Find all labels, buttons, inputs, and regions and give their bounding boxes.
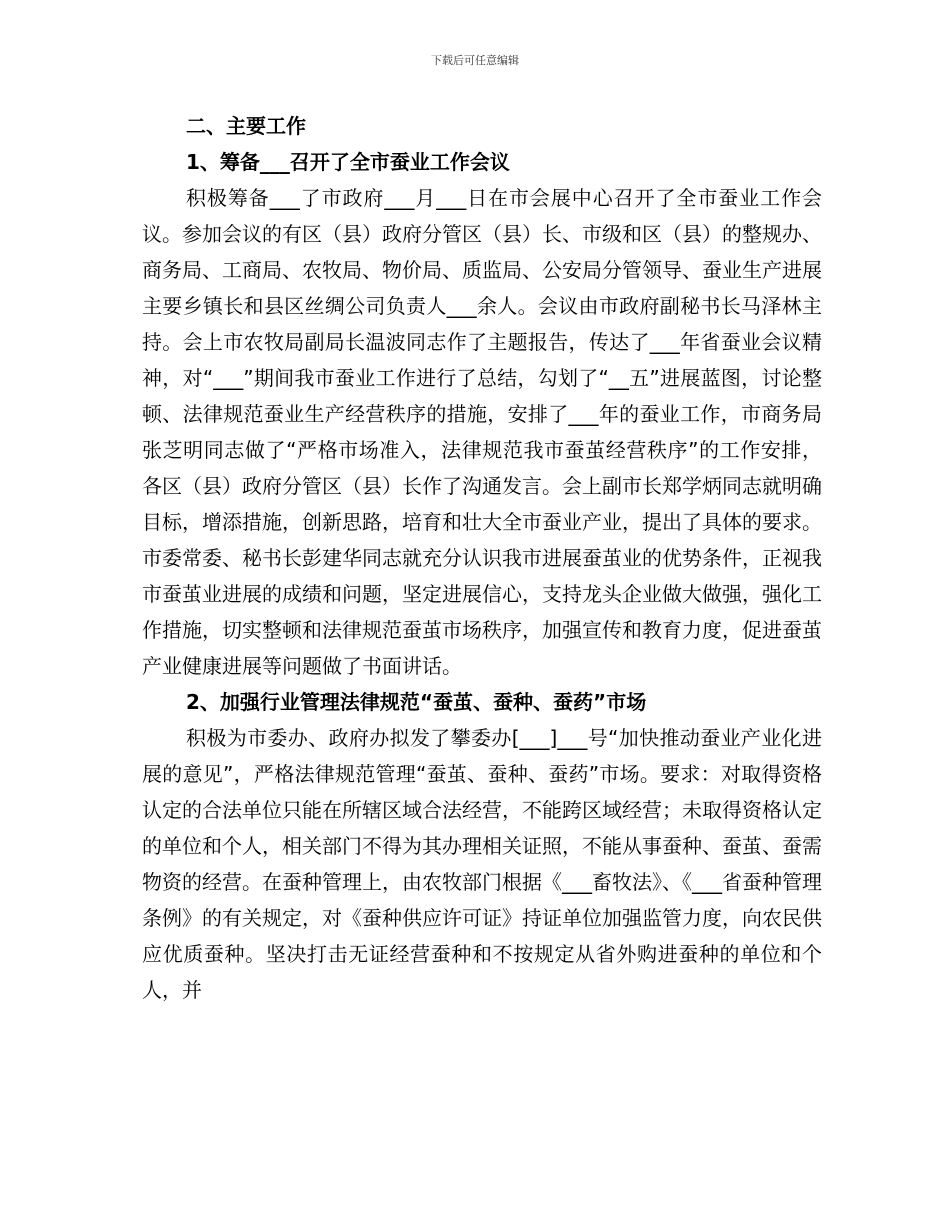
item-heading-2: 2、加强行业管理法律规范“蚕茧、蚕种、蚕药”市场 (186, 690, 647, 714)
item-paragraph-2: 积极为市委办、政府办拟发了攀委办[___]___号“加快推动蚕业产业化进展的意见”，严格法律规范管理“蚕茧、蚕种、蚕药”市场。要求：对取得资格认定的合法单位只能在所辖区域合法经营，不能跨区域经营；未取得资格认定的单位和个人，相关部门不得为其办理相关证照，不能从事蚕种、蚕茧、蚕需物资的经营。在蚕种管理上，由农牧部门根据《___畜牧法》、《___省蚕种管理条例》的有关规定，对《蚕种供应许可证》持证单位加强监管力度，向农民供应优质蚕种。坚决打击无证经营蚕种和不按规定从省外购进蚕种的单位和个人，并 (142, 726, 822, 1002)
document-body (142, 108, 822, 1008)
section-title: 二、主要工作 (186, 114, 306, 138)
item-paragraph-1: 积极筹备___了市政府___月___日在市会展中心召开了全市蚕业工作会议。参加会议的有区（县）政府分管区（县）长、市级和区（县）的整规办、商务局、工商局、农牧局、物价局、质监局、公安局分管领导、蚕业生产进展主要乡镇长和县区丝绸公司负责人___余人。会议由市政府副秘书长马泽林主持。会上市农牧局副局长温波同志作了主题报告，传达了___年省蚕业会议精神，对“___”期间我市蚕业工作进行了总结，勾划了“__五”进展蓝图，讨论整顿、法律规范蚕业生产经营秩序的措施，安排了___年的蚕业工作，市商务局张芝明同志做了“严格市场准入，法律规范我市蚕茧经营秩序”的工作安排，各区（县）政府分管区（县）长作了沟通发言。会上副市长郑学炳同志就明确目标，增添措施，创新思路，培育和壮大全市蚕业产业，提出了具体的要求。市委常委、秘书长彭建华同志就充分认识我市进展蚕茧业的优势条件，正视我市蚕茧业进展的成绩和问题，坚定进展信心，支持龙头企业做大做强，强化工作措施，切实整顿和法律规范蚕茧市场秩序，加强宣传和教育力度，促进蚕茧产业健康进展等问题做了书面讲话。 (142, 186, 822, 678)
page-header-note: 下载后可任意编辑 (431, 54, 519, 67)
item-heading-1: 1、筹备___召开了全市蚕业工作会议 (186, 150, 510, 174)
